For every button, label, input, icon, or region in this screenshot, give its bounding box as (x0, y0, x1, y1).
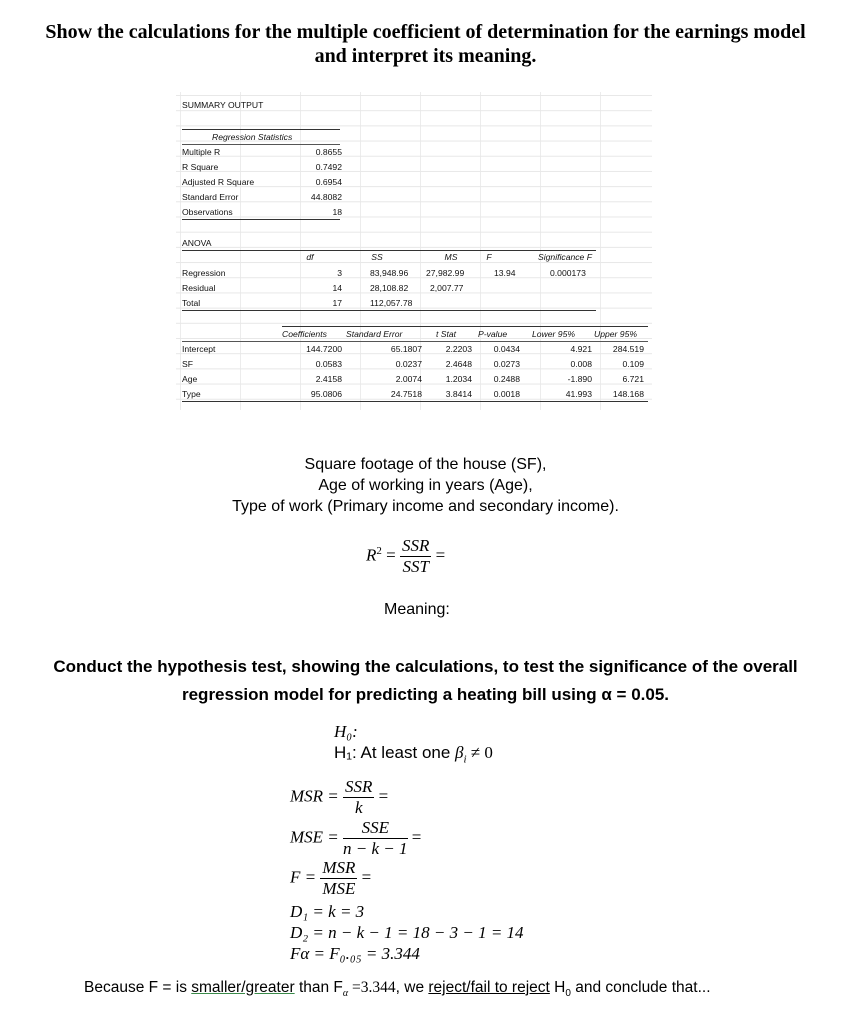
r-squared-exponent: 2 (376, 544, 382, 557)
stat-label: Standard Error (182, 192, 239, 202)
stat-value: 44.8082 (310, 192, 342, 202)
coef-header: t Stat (436, 329, 457, 339)
stat-label: Adjusted R Square (182, 177, 255, 187)
alternative-hypothesis (334, 743, 493, 765)
question2-line2: regression model for predicting a heating bill using α = 0.05. (181, 685, 670, 704)
h1-suffix: ≠ 0 (466, 743, 493, 762)
variable-sf: Square footage of the house (SF), (304, 456, 547, 473)
mse-formula (290, 818, 421, 859)
meaning-label: Meaning: (384, 601, 450, 618)
mse-lhs: MSE = (290, 827, 339, 847)
mse-fraction (343, 818, 408, 859)
coef-se: 2.0074 (395, 374, 422, 384)
coef-header: Upper 95% (594, 329, 637, 339)
anova-header: MS (444, 252, 458, 262)
f-fraction (320, 858, 357, 899)
coef-lower: 41.993 (565, 389, 592, 399)
anova-sig: 0.000173 (550, 268, 586, 278)
alpha-subscript: α (342, 988, 349, 1000)
msr-fraction (343, 777, 374, 818)
conclusion-part6: and conclude that... (570, 979, 711, 996)
coef-se: 0.0237 (395, 359, 422, 369)
fraction-numerator: SSR (401, 536, 430, 555)
stat-value: 0.7492 (315, 162, 342, 172)
coef-se: 65.1807 (390, 344, 422, 354)
coef-t: 1.2034 (445, 374, 472, 384)
r-squared-formula (366, 536, 445, 577)
anova-ms: 2,007.77 (430, 283, 464, 293)
equals-sign: = (361, 867, 372, 887)
null-hypothesis: H₀: (334, 722, 358, 741)
conclusion-part4: , we (395, 979, 429, 996)
question1-line2: and interpret its meaning. (314, 45, 537, 67)
coef-lower: 4.921 (570, 344, 592, 354)
anova-header: F (486, 252, 492, 262)
stat-label: Observations (182, 207, 233, 217)
equals-sign: = (411, 827, 422, 847)
fraction-denominator: n − k − 1 (343, 839, 408, 858)
fraction-denominator: k (354, 798, 363, 817)
stat-label: Multiple R (182, 147, 221, 157)
anova-row-label: Regression (182, 268, 226, 278)
r-squared-fraction (400, 536, 431, 577)
anova-ss: 83,948.96 (370, 268, 409, 278)
equals-sign: = (378, 786, 389, 806)
beta-subscript: i (463, 753, 467, 766)
fraction-denominator: MSE (322, 879, 356, 898)
coef-value: 2.4158 (315, 374, 342, 384)
coef-upper: 148.168 (612, 389, 644, 399)
d1-line: D₁ = k = 3 (290, 902, 365, 921)
coef-t: 3.8414 (445, 389, 472, 399)
coef-p: 0.2488 (493, 374, 520, 384)
coef-row-label: SF (182, 359, 193, 369)
stat-value: 0.6954 (315, 177, 342, 187)
anova-f: 13.94 (494, 268, 516, 278)
coef-header: Coefficients (282, 329, 327, 339)
summary-heading: SUMMARY OUTPUT (182, 100, 264, 110)
anova-ss: 112,057.78 (370, 298, 413, 308)
stat-value: 0.8655 (315, 147, 342, 157)
anova-row-label: Residual (182, 283, 216, 293)
coef-t: 2.2203 (445, 344, 472, 354)
coef-lower: 0.008 (570, 359, 592, 369)
decision-choice: reject/fail to reject (428, 979, 550, 996)
conclusion-part5: H (549, 979, 566, 996)
coef-p: 0.0018 (493, 389, 520, 399)
variable-type: Type of work (Primary income and secondary income). (232, 498, 619, 515)
anova-header: Significance F (538, 252, 592, 262)
coef-row-label: Type (182, 389, 201, 399)
fraction-denominator: SST (402, 557, 429, 576)
f-lhs: F = (290, 867, 317, 887)
fraction-numerator: MSR (322, 858, 356, 877)
msr-formula (290, 777, 388, 818)
f-alpha-line: Fα = F₀.₀₅ = 3.344 (290, 944, 420, 963)
anova-row-label: Total (182, 298, 201, 308)
critical-value: =3.344 (348, 979, 396, 996)
regression-stats-title: Regression Statistics (212, 132, 293, 142)
coef-row-label: Age (182, 374, 198, 384)
coef-p: 0.0434 (493, 344, 520, 354)
question1-line1: Show the calculations for the multiple coefficient of determination for the earnings model (45, 21, 806, 43)
fraction-numerator: SSR (345, 777, 373, 796)
equals-sign: = (386, 545, 396, 565)
coef-p: 0.0273 (493, 359, 520, 369)
anova-title: ANOVA (182, 238, 212, 248)
anova-df: 17 (332, 298, 342, 308)
variable-age: Age of working in years (Age), (318, 477, 533, 494)
comparison-choice: smaller/greater (191, 979, 295, 996)
conclusion-sentence (84, 979, 711, 999)
regression-output-sheet (176, 92, 652, 410)
fraction-numerator: SSE (343, 818, 408, 839)
stat-value: 18 (332, 207, 342, 217)
stat-label: R Square (182, 162, 219, 172)
coef-header: Standard Error (346, 329, 403, 339)
anova-ms: 27,982.99 (426, 268, 465, 278)
beta-symbol: β (455, 743, 464, 762)
question2-line1: Conduct the hypothesis test, showing the calculations, to test the significance of the overall (53, 657, 798, 676)
anova-df: 14 (332, 283, 342, 293)
equals-sign: = (435, 545, 446, 565)
coef-value: 95.0806 (310, 389, 342, 399)
anova-ss: 28,108.82 (370, 283, 409, 293)
coef-row-label: Intercept (182, 344, 216, 354)
anova-header: df (306, 252, 314, 262)
conclusion-part1: Because F = is (84, 979, 192, 996)
coef-header: Lower 95% (532, 329, 575, 339)
conclusion-part2: than F (294, 979, 343, 996)
r-squared-lhs: R (366, 545, 377, 565)
coef-value: 144.7200 (306, 344, 342, 354)
coef-header: P-value (478, 329, 508, 339)
msr-lhs: MSR = (290, 786, 339, 806)
coef-value: 0.0583 (315, 359, 342, 369)
f-formula (290, 858, 371, 899)
coef-t: 2.4648 (445, 359, 472, 369)
coef-upper: 284.519 (612, 344, 644, 354)
h1-prefix: H₁: At least one (334, 743, 456, 762)
coef-upper: 6.721 (622, 374, 644, 384)
anova-header: SS (371, 252, 383, 262)
d2-line: D₂ = n − k − 1 = 18 − 3 − 1 = 14 (290, 923, 524, 942)
coef-upper: 0.109 (622, 359, 644, 369)
coef-se: 24.7518 (390, 389, 422, 399)
h0-subscript: 0 (565, 988, 571, 1000)
anova-df: 3 (337, 268, 342, 278)
coef-lower: -1.890 (567, 374, 592, 384)
